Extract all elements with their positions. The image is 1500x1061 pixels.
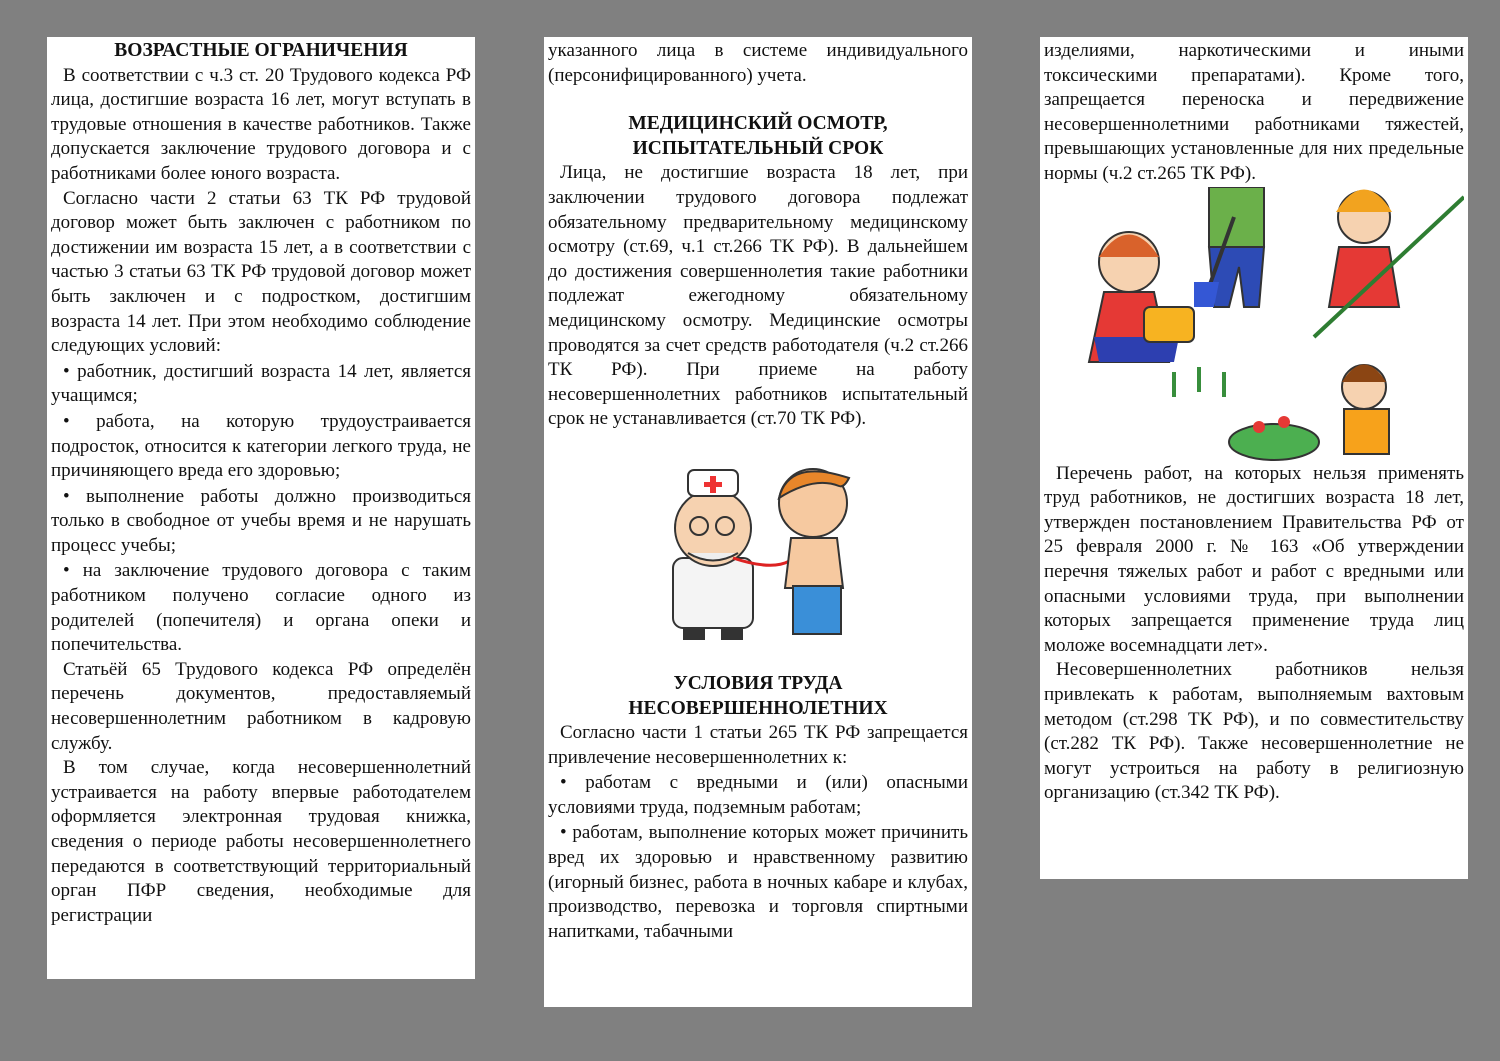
bullet-item: • выполнение работы должно производиться только в свободное от учебы время и не нарушать процесс учебы;	[51, 485, 471, 556]
panel-age-limits	[47, 37, 475, 979]
panel-restrictions	[1040, 37, 1468, 879]
heading-age-limits: ВОЗРАСТНЫЕ ОГРАНИЧЕНИЯ	[114, 40, 408, 61]
paragraph: Согласно части 1 статьи 265 ТК РФ запрещается привлечение несовершеннолетних к:	[548, 722, 968, 768]
paragraph: Лица, не достигшие возраста 18 лет, при заключении трудового договора подлежат обязательному предварительному медицинскому осмотру (ст.69, ч.1 ст.266 ТК РФ). В дальнейшем до достижения совершеннолетия такие работники подлежат ежегодному обязательному медицинскому осмотру. Медицинские осмотры проводятся за счет средств работодателя (ч.2 ст.266 ТК РФ). При приеме на работу несовершеннолетних работников испытательный срок не устанавливается (ст.70 ТК РФ).	[548, 162, 968, 430]
bullet-item: • работа, на которую трудоустраивается подросток, относится к категории легкого труда, не причиняющего вреда его здоровью;	[51, 410, 471, 482]
paragraph: В соответствии с ч.3 ст. 20 Трудового кодекса РФ лица, достигшие возраста 16 лет, могут вступать в трудовые отношения в качестве работников. Также допускается заключение трудового договора и с работниками более юного возраста.	[51, 64, 471, 184]
paragraph: В том случае, когда несовершеннолетний устраивается на работу впервые работодателем оформляется электронная трудовая книжка, сведения о периоде работы несовершеннолетнего передаются в соответствующий территориальный орган ПФР сведения, необходимые для регистрации	[51, 757, 471, 926]
continuation-text: изделиями, наркотическими и иными токсическими препаратами). Кроме того, запрещается переноска и передвижение несовершеннолетними работниками тяжестей, превышающих установленные для них предельные нормы (ч.2 ст.265 ТК РФ).	[1044, 40, 1464, 184]
doctor-illustration	[613, 458, 903, 648]
paragraph: Несовершеннолетних работников нельзя привлекать к работам, выполняемым вахтовым методом (ст.298 ТК РФ), и по совместительству (ст.282 ТК РФ). Также несовершеннолетние не могут устроиться на работу в религиозную организацию (ст.342 ТК РФ).	[1044, 659, 1464, 804]
bullet-item: • работам, выполнение которых может причинить вред их здоровью и нравственному развитию (игорный бизнес, работа в ночных кабаре и клубах, производство, перевозка и торговля спиртными напитками, табачными	[548, 822, 968, 942]
paragraph: Статьёй 65 Трудового кодекса РФ определён перечень документов, предоставляемый несовершеннолетним работником в кадровую службу.	[51, 658, 471, 754]
children-gardening-illustration	[1044, 187, 1464, 462]
bullet-item: • работник, достигший возраста 14 лет, является учащимся;	[51, 360, 471, 407]
paragraph: Перечень работ, на которых нельзя применять труд работников, не достигших возраста 18 лет, утвержден постановлением Правительства РФ от 25 февраля 2000 г. № 163 «Об утверждении перечня тяжелых работ и работ с вредными или опасными условиями труда, при выполнении которых запрещается применение труда лиц моложе восемнадцати лет».	[1044, 462, 1464, 656]
bullet-item: • работам с вредными и (или) опасными условиями труда, подземным работам;	[548, 772, 968, 818]
paragraph: Согласно части 2 статьи 63 ТК РФ трудовой договор может быть заключен с работником по достижении им возраста 15 лет, а в соответствии с частью 3 статьи 63 ТК РФ трудовой договор может быть заключен и с подростком, достигшим возраста 14 лет. При этом необходимо соблюдение следующих условий:	[51, 187, 471, 357]
heading-medical: МЕДИЦИНСКИЙ ОСМОТР, ИСПЫТАТЕЛЬНЫЙ СРОК	[628, 113, 888, 159]
heading-work-conditions: УСЛОВИЯ ТРУДА НЕСОВЕРШЕННОЛЕТНИХ	[628, 672, 888, 719]
continuation-text: указанного лица в системе индивидуального (персонифицированного) учета.	[548, 40, 968, 86]
panel-medical	[544, 37, 972, 1007]
bullet-item: • на заключение трудового договора с таким работником получено согласие одного из родителей (попечителя) и органа опеки и попечительства.	[51, 560, 471, 656]
